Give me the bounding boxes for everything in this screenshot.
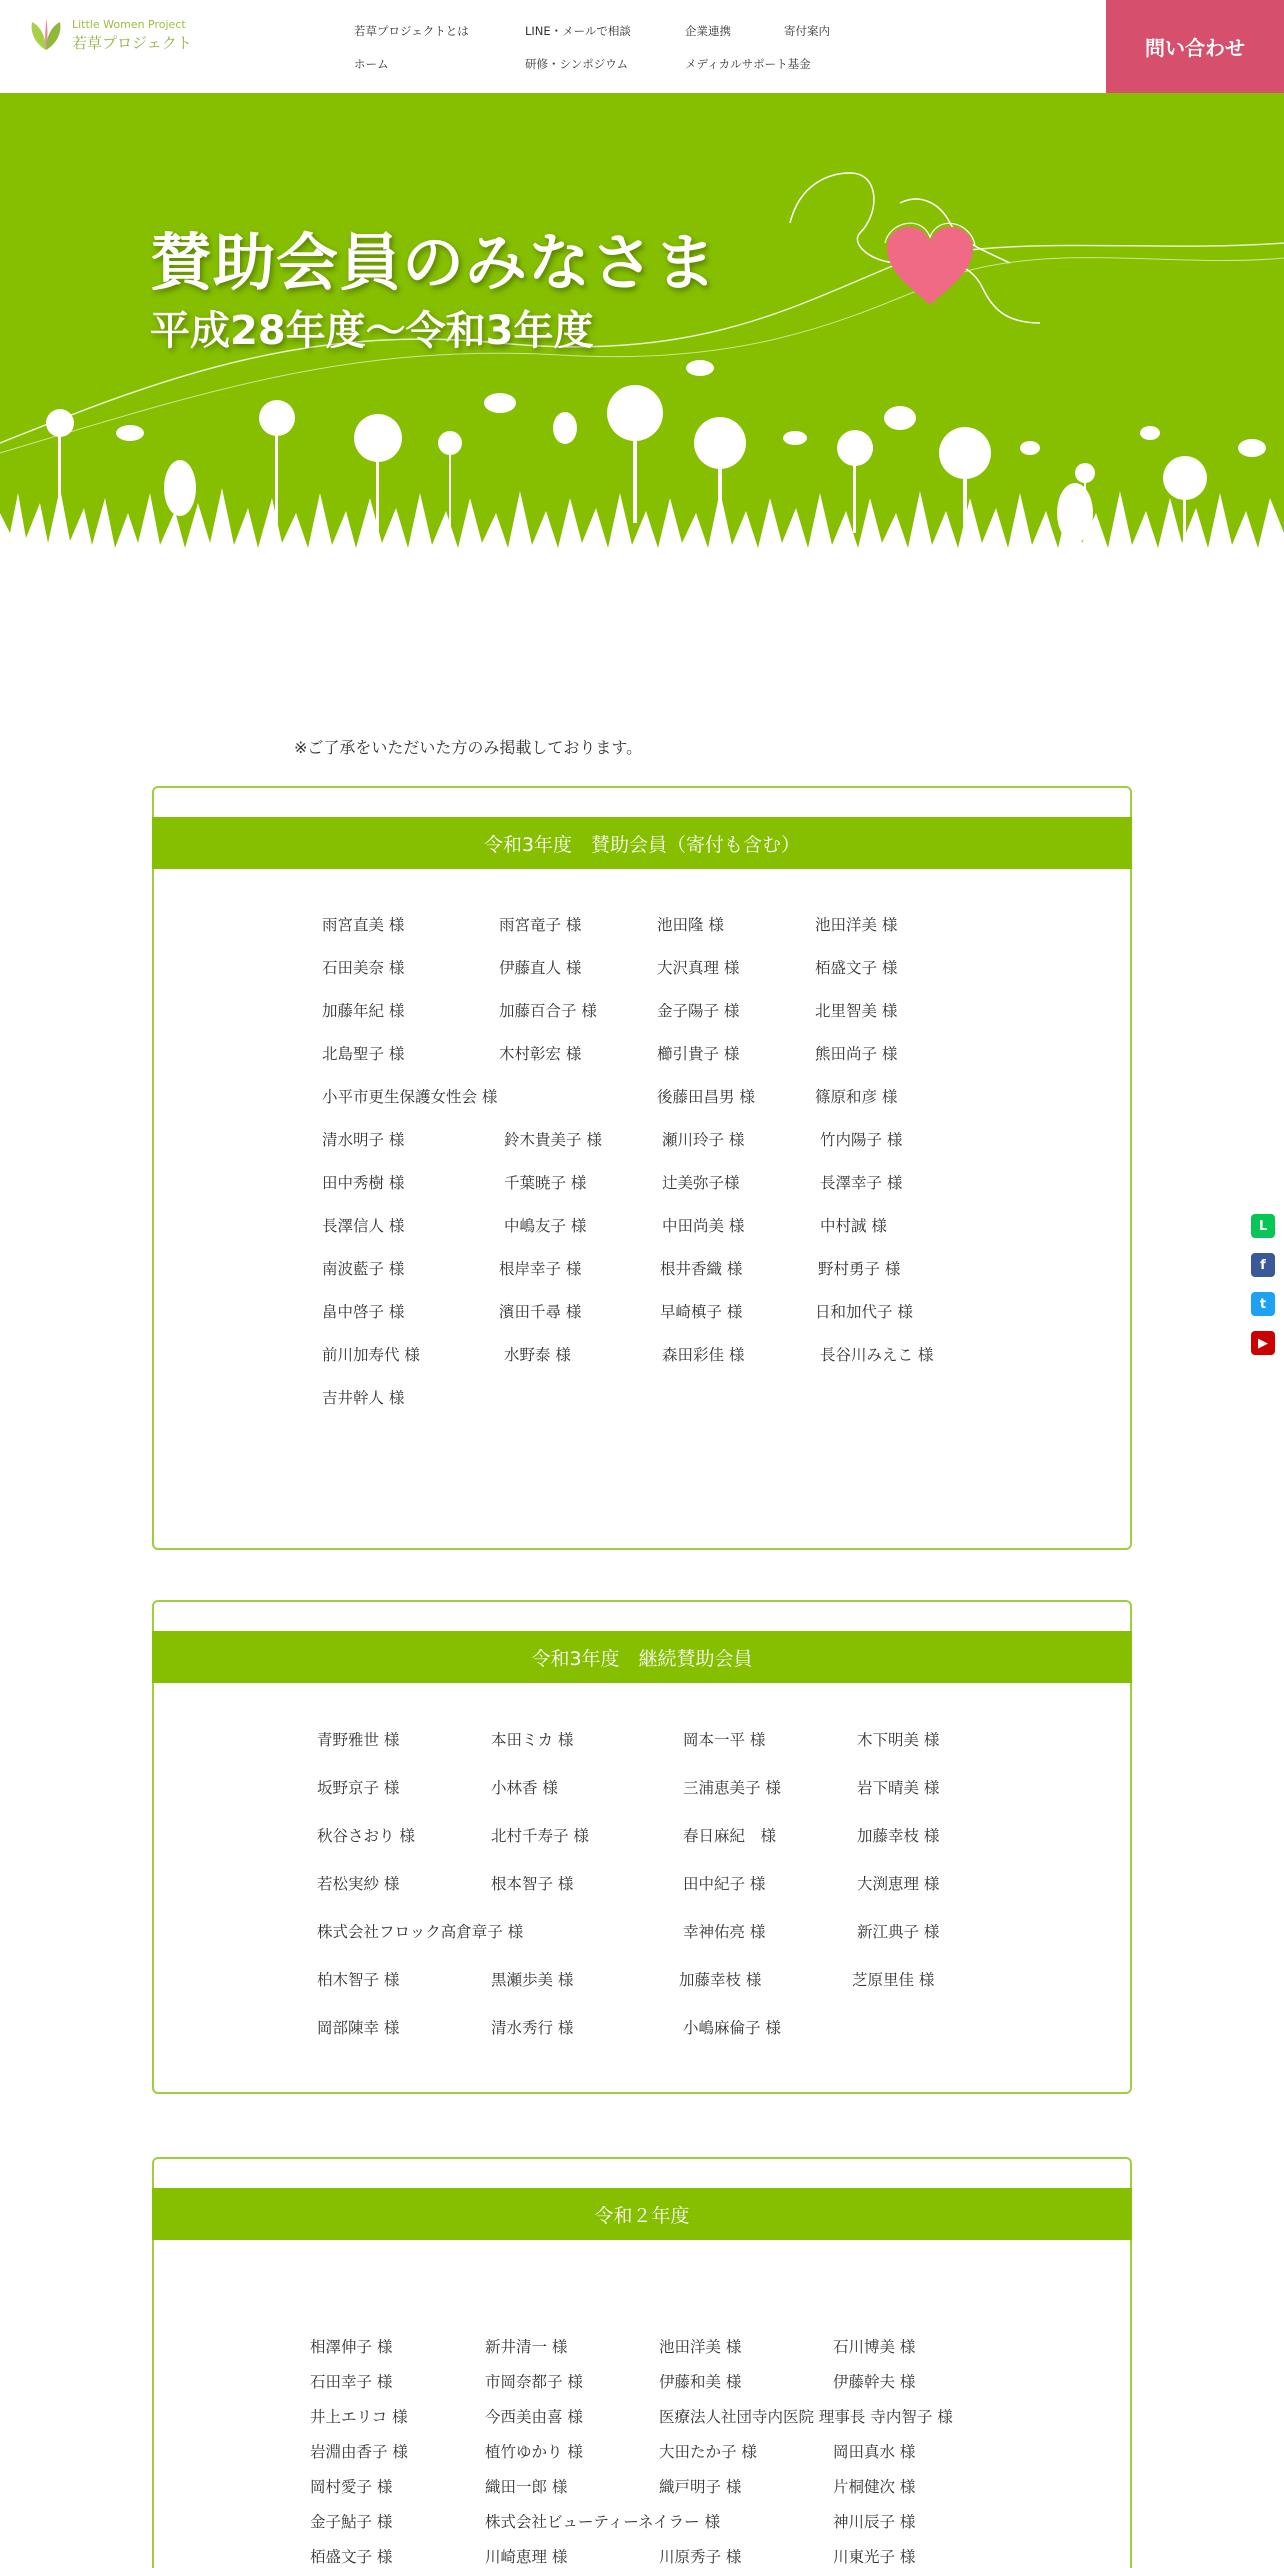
member-name: 川崎恵理 様 [485, 2548, 568, 2566]
member-name: 織田一郎 様 [485, 2478, 568, 2496]
member-name: 片桐健次 様 [833, 2478, 916, 2496]
site-header [0, 0, 1284, 93]
member-name: 岩下晴美 様 [857, 1779, 940, 1797]
member-name: 株式会社ビューティーネイラー 様 [485, 2513, 721, 2531]
member-name: 中田尚美 様 [662, 1217, 745, 1235]
member-name: 大田たか子 様 [659, 2443, 757, 2461]
youtube-link-icon[interactable]: ▶ [1251, 1331, 1275, 1355]
nav-corporate[interactable]: 企業連携 [685, 24, 731, 38]
member-name: 北里智美 様 [815, 1002, 898, 1020]
member-name: 前川加寿代 様 [322, 1346, 420, 1364]
member-name: 中村誠 様 [820, 1217, 887, 1235]
member-name: 青野雅世 様 [317, 1731, 400, 1749]
nav-medical-fund[interactable]: メディカルサポート基金 [685, 57, 811, 71]
member-name: 長澤信人 様 [322, 1217, 405, 1235]
hero-banner [0, 93, 1284, 580]
member-name: 加藤年紀 様 [322, 1002, 405, 1020]
member-name: 川原秀子 様 [659, 2548, 742, 2566]
nav-training[interactable]: 研修・シンポジウム [525, 57, 629, 71]
member-name: 井上エリコ 様 [310, 2408, 408, 2426]
disclaimer-note: ※ご了承をいただいた方のみ掲載しております。 [294, 738, 643, 757]
member-name: 熊田尚子 様 [815, 1045, 898, 1063]
member-name: 本田ミカ 様 [491, 1731, 574, 1749]
members-card-r2 [152, 2157, 1132, 2568]
member-name: 岩淵由香子 様 [310, 2443, 408, 2461]
twitter-share-icon[interactable]: t [1251, 1292, 1275, 1316]
member-name: 日和加代子 様 [815, 1303, 913, 1321]
facebook-share-icon[interactable]: f [1251, 1253, 1275, 1277]
nav-home[interactable]: ホーム [354, 57, 389, 71]
member-name: 小嶋麻倫子 様 [683, 2019, 781, 2037]
member-name: 竹内陽子 様 [820, 1131, 903, 1149]
member-name: 伊藤和美 様 [659, 2373, 742, 2391]
page-subtitle: 平成28年度～令和3年度 [150, 308, 594, 354]
member-name: 栢盛文子 様 [310, 2548, 393, 2566]
member-name: 長澤幸子 様 [820, 1174, 903, 1192]
members-card-r3-continuing [152, 1600, 1132, 2094]
member-name: 新江典子 様 [857, 1923, 940, 1941]
member-name: 鈴木貴美子 様 [504, 1131, 602, 1149]
line-share-icon[interactable]: L [1251, 1214, 1275, 1238]
site-logo[interactable] [26, 14, 192, 54]
member-name: 今西美由喜 様 [485, 2408, 583, 2426]
nav-donation[interactable]: 寄付案内 [784, 24, 830, 38]
members-card-r3 [152, 786, 1132, 1550]
member-name: 辻美弥子様 [662, 1174, 740, 1192]
member-name: 大渕恵理 様 [857, 1875, 940, 1893]
member-name: 櫛引貴子 様 [657, 1045, 740, 1063]
member-name: 池田洋美 様 [815, 916, 898, 934]
member-name: 南波藍子 様 [322, 1260, 405, 1278]
member-name: 大沢真理 様 [657, 959, 740, 977]
member-name: 水野泰 様 [504, 1346, 571, 1364]
page-title: 賛助会員のみなさま [150, 226, 718, 299]
member-name: 野村勇子 様 [818, 1260, 901, 1278]
member-name: 雨宮竜子 様 [499, 916, 582, 934]
member-name: 石田美奈 様 [322, 959, 405, 977]
member-name: 池田隆 様 [657, 916, 724, 934]
member-name: 田中紀子 様 [683, 1875, 766, 1893]
member-name: 小平市更生保護女性会 様 [322, 1088, 498, 1106]
member-name: 森田彩佳 様 [662, 1346, 745, 1364]
member-name: 瀬川玲子 様 [662, 1131, 745, 1149]
member-name: 岡田真水 様 [833, 2443, 916, 2461]
member-name: 金子陽子 様 [657, 1002, 740, 1020]
member-name: 織戸明子 様 [659, 2478, 742, 2496]
leaf-logo-icon [26, 16, 66, 52]
heart-icon [885, 223, 975, 305]
card-title: 令和3年度 賛助会員（寄付も含む） [152, 817, 1132, 869]
member-name: 医療法人社団寺内医院 理事長 寺内智子 様 [659, 2408, 953, 2426]
member-name: 川東光子 様 [833, 2548, 916, 2566]
member-name: 木下明美 様 [857, 1731, 940, 1749]
member-name: 長谷川みえこ 様 [820, 1346, 934, 1364]
member-name: 田中秀樹 様 [322, 1174, 405, 1192]
contact-button[interactable]: 問い合わせ [1106, 0, 1284, 93]
member-name: 栢盛文子 様 [815, 959, 898, 977]
member-name: 根岸幸子 様 [499, 1260, 582, 1278]
member-name: 坂野京子 様 [317, 1779, 400, 1797]
member-name: 北島聖子 様 [322, 1045, 405, 1063]
member-name: 加藤幸枝 様 [679, 1971, 762, 1989]
member-name: 中嶋友子 様 [504, 1217, 587, 1235]
member-name: 新井清一 様 [485, 2338, 568, 2356]
member-name: 春日麻紀 様 [683, 1827, 777, 1845]
member-name: 畠中啓子 様 [322, 1303, 405, 1321]
member-name: 伊藤直人 様 [499, 959, 582, 977]
member-name: 後藤田昌男 様 [657, 1088, 755, 1106]
member-name: 石田幸子 様 [310, 2373, 393, 2391]
member-name: 相澤伸子 様 [310, 2338, 393, 2356]
member-name: 吉井幹人 様 [322, 1389, 405, 1407]
member-name: 早崎槙子 様 [660, 1303, 743, 1321]
member-name: 加藤百合子 様 [499, 1002, 597, 1020]
member-name: 北村千寿子 様 [491, 1827, 589, 1845]
member-name: 植竹ゆかり 様 [485, 2443, 583, 2461]
card-title: 令和3年度 継続賛助会員 [152, 1631, 1132, 1683]
member-name: 岡部陳幸 様 [317, 2019, 400, 2037]
member-name: 黒瀬歩美 様 [491, 1971, 574, 1989]
member-name: 根井香織 様 [660, 1260, 743, 1278]
member-name: 篠原和彦 様 [815, 1088, 898, 1106]
member-name: 池田洋美 様 [659, 2338, 742, 2356]
member-name: 金子鮎子 様 [310, 2513, 393, 2531]
nav-about[interactable]: 若草プロジェクトとは [354, 24, 469, 38]
nav-line-mail[interactable]: LINE・メールで相談 [525, 24, 631, 38]
member-name: 岡村愛子 様 [310, 2478, 393, 2496]
member-name: 若松実紗 様 [317, 1875, 400, 1893]
member-name: 神川辰子 様 [833, 2513, 916, 2531]
member-name: 石川博美 様 [833, 2338, 916, 2356]
member-name: 市岡奈都子 様 [485, 2373, 583, 2391]
member-name: 伊藤幹夫 様 [833, 2373, 916, 2391]
member-name: 雨宮直美 様 [322, 916, 405, 934]
member-name: 千葉暁子 様 [504, 1174, 587, 1192]
member-name: 芝原里佳 様 [852, 1971, 935, 1989]
member-name: 秋谷さおり 様 [317, 1827, 415, 1845]
member-name: 幸神佑亮 様 [683, 1923, 766, 1941]
logo-text-jp: 若草プロジェクト [72, 34, 192, 52]
member-name: 三浦恵美子 様 [683, 1779, 781, 1797]
member-name: 木村彰宏 様 [499, 1045, 582, 1063]
logo-text-en: Little Women Project [72, 18, 186, 31]
member-name: 株式会社フロック高倉章子 様 [317, 1923, 524, 1941]
member-name: 岡本一平 様 [683, 1731, 766, 1749]
card-title: 令和２年度 [152, 2188, 1132, 2240]
member-name: 清水明子 様 [322, 1131, 405, 1149]
member-name: 清水秀行 様 [491, 2019, 574, 2037]
member-name: 濱田千尋 様 [499, 1303, 582, 1321]
member-name: 柏木智子 様 [317, 1971, 400, 1989]
member-name: 加藤幸枝 様 [857, 1827, 940, 1845]
member-name: 小林香 様 [491, 1779, 558, 1797]
member-name: 根本智子 様 [491, 1875, 574, 1893]
